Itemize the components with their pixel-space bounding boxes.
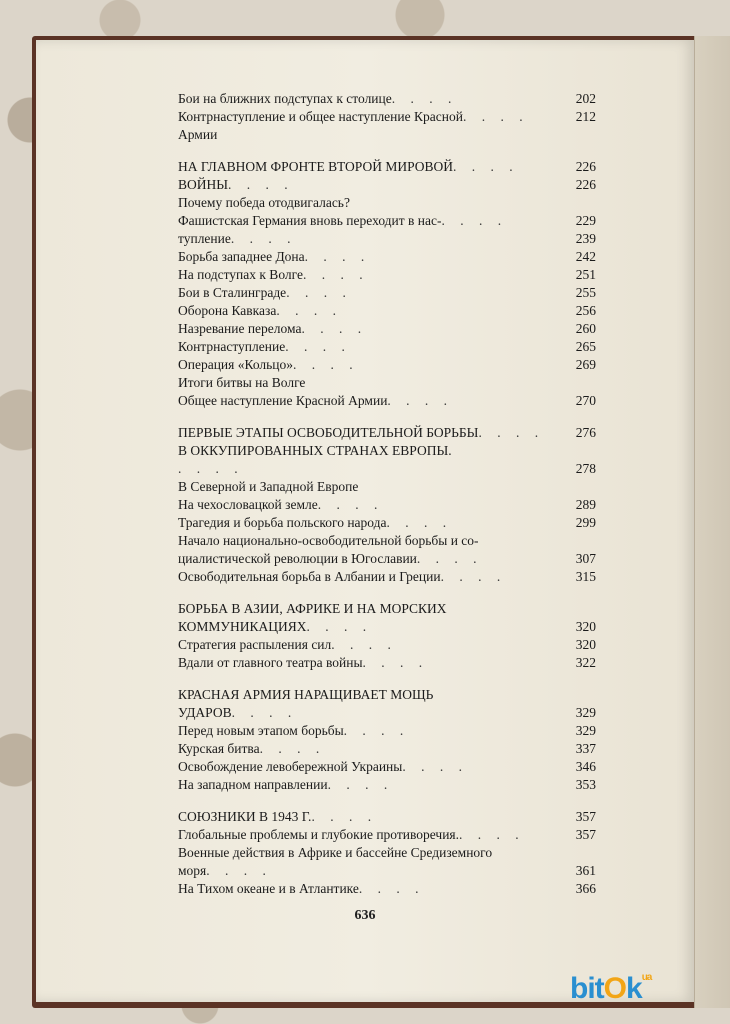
toc-page-number: 270 (575, 393, 596, 408)
toc-leader-dots: . . . . (440, 569, 507, 584)
toc-leader-dots: . . . . (285, 339, 351, 354)
toc-entry-text: Стратегия распыления сил (178, 637, 332, 652)
toc-entry-text: На подступах к Волге (178, 267, 303, 282)
toc-page-number: 322 (575, 655, 596, 670)
toc-entry-text: ВОЙНЫ (178, 177, 229, 192)
toc-entry-text: Глобальные проблемы и глубокие противоречия. (178, 827, 460, 842)
toc-chapter-title (178, 600, 596, 618)
toc-page-number: 255 (575, 285, 596, 300)
toc-entry-text: На Тихом океане и в Атлантике (178, 881, 359, 896)
toc-page-number: 278 (575, 461, 596, 476)
toc-page-number: 315 (575, 569, 596, 584)
toc-leader-dots: . . . . (462, 109, 529, 124)
toc-leader-dots: . . . . (306, 619, 373, 634)
toc-entry-text: Начало национально-освободительной борьбы и со- (178, 533, 479, 548)
toc-leader-dots: . . . . (302, 267, 369, 282)
toc-entry-text: Освобождение левобережной Украины (178, 759, 403, 774)
toc-entry-text: ПЕРВЫЕ ЭТАПЫ ОСВОБОДИТЕЛЬНОЙ БОРЬБЫ (178, 425, 479, 440)
toc-leader-dots: . . . . (230, 231, 297, 246)
toc-entry (178, 740, 596, 758)
toc-chapter-title (178, 808, 596, 826)
toc-page-number: 256 (575, 303, 596, 318)
toc-leader-dots: . . . . (276, 303, 342, 318)
toc-leader-dots: . . . . (293, 357, 359, 372)
watermark-logo: bitOk$^{ua}$ (570, 972, 652, 1005)
toc-page-number: 361 (575, 863, 596, 878)
toc-leader-dots: . . . . (459, 827, 525, 842)
toc-entry (178, 392, 596, 410)
toc-leader-dots: . . . . (231, 705, 298, 720)
toc-page-number: 329 (575, 723, 596, 738)
toc-leader-dots: . . . . (343, 723, 410, 738)
toc-entry (178, 284, 596, 302)
toc-page-number: 299 (575, 515, 596, 530)
toc-entry-text: Перед новым этапом борьбы (178, 723, 344, 738)
toc-page-number: 357 (575, 809, 596, 824)
toc-page-number: 265 (575, 339, 596, 354)
toc-entry (178, 90, 596, 108)
toc-entry-text: Контрнаступление и общее наступление Красной (178, 109, 463, 124)
toc-page-number: 202 (575, 91, 596, 106)
toc-entry (178, 266, 596, 284)
toc-entry (178, 374, 596, 392)
toc-chapter-title (178, 618, 596, 636)
toc-page-number: 229 (575, 213, 596, 228)
toc-leader-dots: . . . . (317, 497, 384, 512)
toc-entry-text: Курская битва (178, 741, 260, 756)
toc-entry-text: Общее наступление Красной Армии (178, 393, 388, 408)
toc-entry-text: Бои в Сталинграде (178, 285, 287, 300)
toc-entry (178, 338, 596, 356)
toc-entry (178, 194, 596, 212)
page-edge (694, 36, 730, 1008)
toc-entry-text: Операция «Кольцо» (178, 357, 294, 372)
toc-entry-text: Трагедия и борьба польского народа (178, 515, 387, 530)
toc-leader-dots: . . . . (441, 213, 508, 228)
toc-chapter-title (178, 442, 596, 460)
toc-entry-text: УДАРОВ (178, 705, 232, 720)
toc-leader-dots: . . . . (228, 177, 294, 192)
toc-entry-text: КРАСНАЯ АРМИЯ НАРАЩИВАЕТ МОЩЬ (178, 687, 434, 702)
toc-leader-dots: . . . . (387, 393, 454, 408)
toc-leader-dots: . . . . (286, 285, 352, 300)
toc-leader-dots: . . . . (453, 159, 519, 174)
toc-entry (178, 826, 596, 844)
toc-entry-text: моря (178, 863, 207, 878)
toc-leader-dots: . . . . (178, 461, 244, 476)
toc-chapter-title (178, 424, 596, 442)
toc-entry-text: Армии (178, 127, 218, 142)
toc-leader-dots: . . . . (206, 863, 272, 878)
toc-leader-dots: . . . . (478, 425, 545, 440)
toc-entry-text: Итоги битвы на Волге (178, 375, 306, 390)
toc-page-number: 346 (575, 759, 596, 774)
toc-entry (178, 568, 596, 586)
toc-entry (178, 758, 596, 776)
toc-leader-dots: . . . . (259, 741, 326, 756)
toc-entry-text: Вдали от главного театра войны (178, 655, 363, 670)
toc-page-number: 269 (575, 357, 596, 372)
toc-page-number: 366 (575, 881, 596, 896)
toc-leader-dots: . . . . (304, 249, 371, 264)
toc-entry (178, 248, 596, 266)
toc-entry-text: В Северной и Западной Европе (178, 479, 359, 494)
toc-entry (178, 776, 596, 794)
toc-entry-text: циалистической революции в Югославии (178, 551, 417, 566)
toc-page-number: 242 (575, 249, 596, 264)
toc-leader-dots: . . . . (386, 515, 453, 530)
toc-page-number: 226 (575, 159, 596, 174)
toc-page-number: 226 (575, 177, 596, 192)
toc-page-number: 320 (575, 637, 596, 652)
toc-page-number: 357 (575, 827, 596, 842)
toc-entry (178, 212, 596, 230)
toc-entry-text: Бои на ближних подступах к столице (178, 91, 392, 106)
toc-page-number: 353 (575, 777, 596, 792)
toc-entry-text: Освободительная борьба в Албании и Греции (178, 569, 441, 584)
toc-entry-text: Борьба западнее Дона (178, 249, 305, 264)
toc-entry-text: На чехословацкой земле (178, 497, 318, 512)
toc-entry (178, 514, 596, 532)
toc-entry (178, 320, 596, 338)
toc-leader-dots: . . . . (327, 777, 394, 792)
toc-entry (178, 880, 596, 898)
toc-page-number: 212 (575, 109, 596, 124)
toc-leader-dots: . . . . (402, 759, 468, 774)
toc-leader-dots: . . . . (416, 551, 483, 566)
toc-entry-text: НА ГЛАВНОМ ФРОНТЕ ВТОРОЙ МИРОВОЙ (178, 159, 454, 174)
toc-chapter-title (178, 158, 596, 176)
toc-entry (178, 532, 596, 550)
toc-entry (178, 302, 596, 320)
toc-page-number: 251 (575, 267, 596, 282)
toc-entry-text: Почему победа отодвигалась? (178, 195, 350, 210)
toc-entry (178, 478, 596, 496)
toc-entry-text: На западном направлении (178, 777, 328, 792)
toc-leader-dots: . . . . (358, 881, 425, 896)
toc-page-number: 276 (575, 425, 596, 440)
table-of-contents (178, 90, 596, 898)
toc-entry (178, 460, 596, 478)
page-number: 636 (354, 908, 376, 923)
toc-entry-text: В ОККУПИРОВАННЫХ СТРАНАХ ЕВРОПЫ. (178, 443, 452, 458)
toc-entry-text: СОЮЗНИКИ В 1943 Г. (178, 809, 312, 824)
toc-entry-text: КОММУНИКАЦИЯХ (178, 619, 307, 634)
toc-entry (178, 636, 596, 654)
toc-leader-dots: . . . . (331, 637, 397, 652)
toc-entry (178, 356, 596, 374)
toc-entry (178, 230, 596, 248)
toc-entry-text: Контрнаступление (178, 339, 286, 354)
toc-entry (178, 496, 596, 514)
toc-page-number: 239 (575, 231, 596, 246)
toc-leader-dots: . . . . (362, 655, 429, 670)
toc-entry-text: Назревание перелома (178, 321, 302, 336)
toc-page-number: 289 (575, 497, 596, 512)
toc-page-number: 337 (575, 741, 596, 756)
toc-page-number: 260 (575, 321, 596, 336)
toc-entry (178, 108, 596, 126)
toc-page-number: 307 (575, 551, 596, 566)
toc-entry-text: Оборона Кавказа (178, 303, 277, 318)
toc-entry-text: Фашистская Германия вновь переходит в нас- (178, 213, 442, 228)
toc-entry (178, 844, 596, 862)
toc-leader-dots: . . . . (301, 321, 368, 336)
toc-chapter-title (178, 176, 596, 194)
toc-leader-dots: . . . . (311, 809, 378, 824)
toc-entry (178, 126, 596, 144)
toc-chapter-title (178, 686, 596, 704)
toc-page-number: 329 (575, 705, 596, 720)
toc-page-number: 320 (575, 619, 596, 634)
toc-entry (178, 550, 596, 568)
toc-entry-text: БОРЬБА В АЗИИ, АФРИКЕ И НА МОРСКИХ (178, 601, 447, 616)
toc-entry (178, 862, 596, 880)
toc-entry (178, 654, 596, 672)
toc-entry-text: тупление (178, 231, 231, 246)
toc-leader-dots: . . . . (391, 91, 458, 106)
toc-entry (178, 722, 596, 740)
toc-entry-text: Военные действия в Африке и бассейне Средиземного (178, 845, 493, 860)
toc-chapter-title (178, 704, 596, 722)
